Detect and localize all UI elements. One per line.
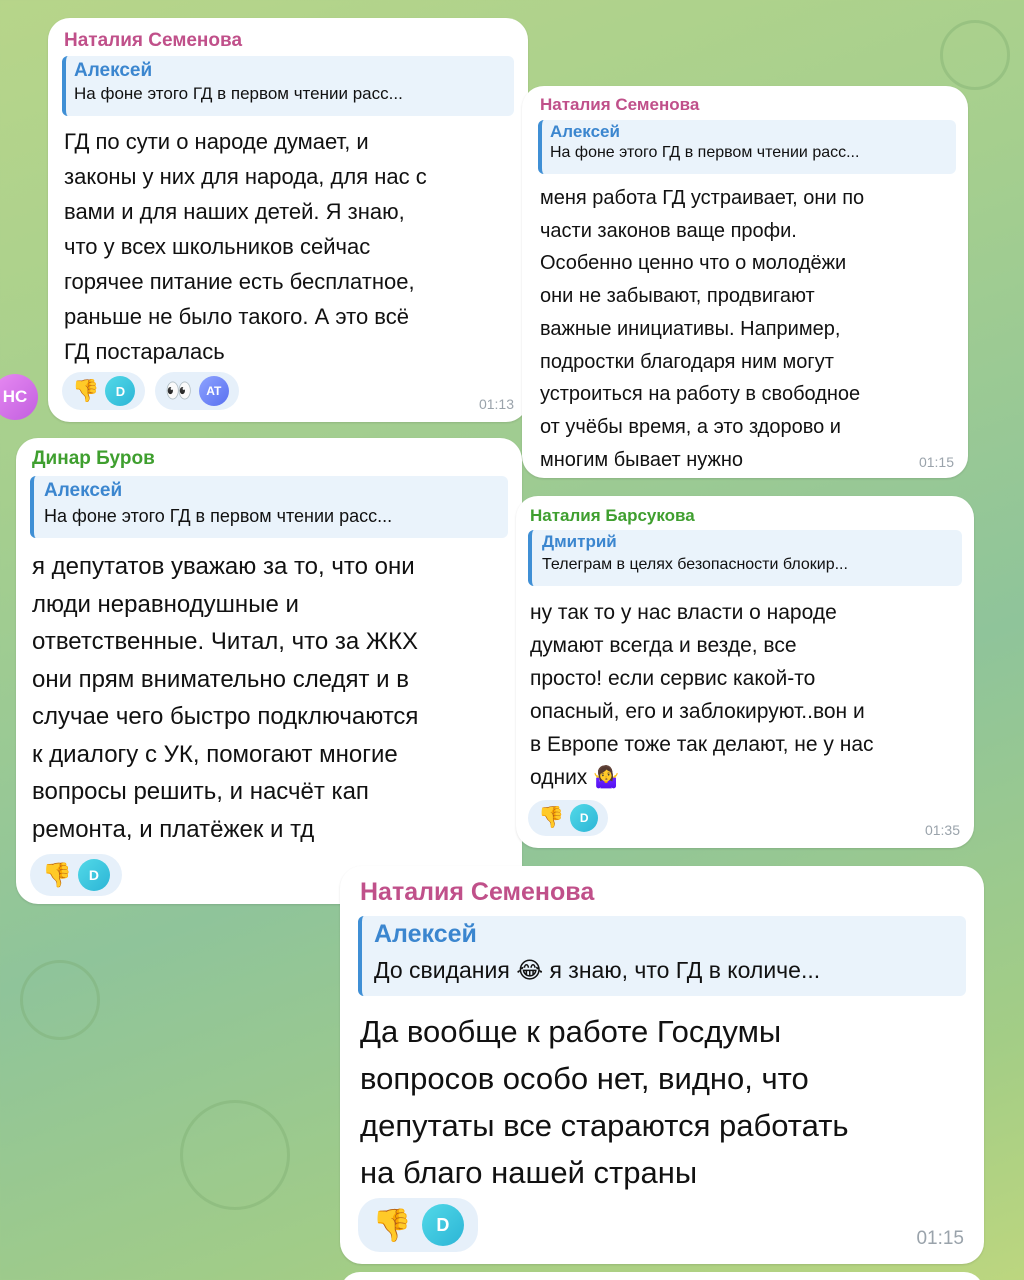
message-time: 01:15 [916, 1228, 964, 1249]
message-line: Особенно ценно что о молодёжи [540, 252, 847, 275]
message-line: люди неравнодушные и [32, 590, 299, 618]
thumbs-down-icon: 👎 [72, 378, 100, 403]
message-time: 01:15 [918, 454, 954, 470]
thumbs-down-icon: 👎 [538, 806, 565, 829]
sender-name[interactable]: Наталия Барсукова [530, 506, 695, 525]
reaction-chip[interactable] [62, 372, 145, 410]
thumbs-down-icon: 👎 [372, 1207, 412, 1243]
message-line: просто! если сервис какой-то [530, 667, 816, 690]
message-line: на благо нашей страны [360, 1155, 698, 1190]
message-line: ну так то у нас власти о народе [530, 601, 837, 624]
message-line: одних 🤷‍♀️ [530, 766, 620, 789]
message-line: ГД постаралась [64, 339, 225, 364]
message-line: случае чего быстро подключаются [32, 703, 419, 730]
message-line: законы у них для народа, для нас с [64, 164, 427, 189]
reply-quote[interactable] [358, 916, 966, 996]
thumbs-down-icon: 👎 [42, 861, 72, 889]
reply-author: Дмитрий [542, 532, 617, 551]
message-line: ГД по сути о народе думает, и [64, 129, 369, 154]
message-line: от учёбы время, а это здорово и [540, 415, 841, 438]
reaction-chip[interactable] [30, 854, 122, 896]
sender-avatar[interactable]: НС [0, 374, 38, 420]
reply-author: Алексей [550, 122, 620, 141]
message-text [64, 124, 516, 369]
message-line: что у всех школьников сейчас [64, 234, 371, 259]
message-line: важные инициативы. Например, [540, 317, 841, 340]
message-text [32, 548, 516, 848]
wallpaper-doodle [180, 1100, 290, 1210]
reactions-row [358, 1198, 478, 1252]
next-message-edge [340, 1272, 984, 1280]
sender-name[interactable]: Наталия Семенова [540, 95, 700, 114]
message-time: 01:35 [924, 822, 960, 838]
reply-text: На фоне этого ГД в первом чтении расс... [44, 506, 393, 526]
message-line: депутаты все стараются работать [360, 1108, 849, 1143]
reply-quote[interactable] [62, 56, 514, 116]
message-line: подростки благодаря ним могут [540, 350, 834, 373]
message-line: я депутатов уважаю за то, что они [32, 553, 415, 580]
reply-text: На фоне этого ГД в первом чтении расс... [550, 144, 860, 161]
message-line: к диалогу с УК, помогают многие [32, 740, 398, 768]
reactions-row [528, 800, 608, 836]
message-bubble[interactable] [516, 496, 974, 848]
message-text [360, 1008, 960, 1196]
message-line: они не забывают, продвигают [540, 285, 815, 308]
reaction-chip[interactable] [358, 1198, 478, 1252]
message-line: Да вообще к работе Госдумы [360, 1014, 782, 1049]
sender-name[interactable]: Динар Буров [32, 448, 155, 469]
reaction-chip[interactable] [155, 372, 238, 410]
reply-author: Алексей [74, 60, 153, 81]
message-bubble[interactable] [16, 438, 522, 904]
message-line: они прям внимательно следят и в [32, 665, 410, 693]
reactor-avatar: AT [199, 376, 229, 406]
reply-text: Телеграм в целях безопасности блокир... [542, 556, 848, 573]
reactions-row [62, 372, 239, 410]
reactor-avatar: D [105, 376, 135, 406]
message-time: 01:13 [478, 396, 514, 412]
sender-name[interactable]: Наталия Семенова [64, 30, 243, 51]
message-line: горячее питание есть бесплатное, [64, 269, 415, 294]
reaction-chip[interactable] [528, 800, 608, 836]
reactor-avatar: D [78, 859, 110, 891]
message-line: части законов ваще профи. [540, 219, 797, 242]
message-line: ремонта, и платёжек и тд [32, 815, 315, 843]
message-text [530, 596, 966, 794]
reply-text: На фоне этого ГД в первом чтении расс... [74, 84, 403, 103]
message-bubble[interactable] [522, 86, 968, 478]
message-line: ответственные. Читал, что за ЖКХ [32, 628, 419, 655]
wallpaper-doodle [20, 960, 100, 1040]
reactor-avatar: D [570, 804, 598, 832]
message-line: в Европе тоже так делают, не у нас [530, 733, 874, 756]
reactions-row [30, 854, 122, 896]
reply-author: Алексей [374, 920, 477, 948]
message-line: многим бывает нужно [540, 448, 744, 471]
message-line: раньше не было такого. А это всё [64, 304, 409, 329]
reply-quote[interactable] [528, 530, 962, 586]
message-bubble[interactable] [340, 866, 984, 1264]
message-line: думают всегда и везде, все [530, 634, 797, 657]
reply-quote[interactable] [538, 120, 956, 174]
reply-author: Алексей [44, 480, 123, 501]
message-bubble[interactable] [48, 18, 528, 422]
message-text [540, 182, 960, 476]
message-line: меня работа ГД устраивает, они по [540, 187, 865, 209]
wallpaper-doodle [940, 20, 1010, 90]
reply-quote[interactable] [30, 476, 508, 538]
message-line: опасный, его и заблокируют..вон и [530, 700, 865, 723]
message-line: вами и для наших детей. Я знаю, [64, 199, 405, 224]
reactor-avatar: D [422, 1204, 464, 1246]
reply-text: До свидания 😂 я знаю, что ГД в количе... [374, 957, 821, 983]
eyes-icon: 👀 [165, 378, 193, 403]
message-line: вопросы решить, и насчёт кап [32, 778, 369, 805]
sender-name[interactable]: Наталия Семенова [360, 878, 595, 906]
message-line: устроиться на работу в свободное [540, 383, 861, 406]
message-line: вопросов особо нет, видно, что [360, 1061, 809, 1096]
